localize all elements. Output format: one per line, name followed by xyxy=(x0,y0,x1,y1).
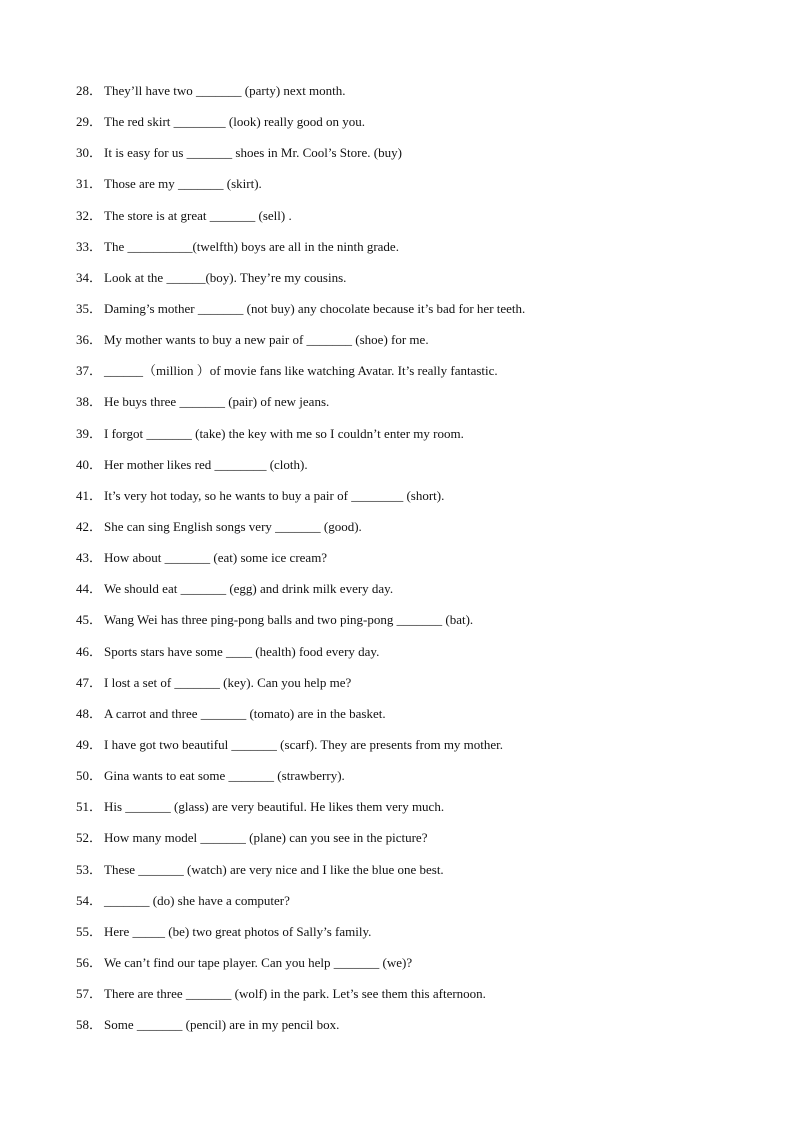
question-text: He buys three _______ (pair) of new jeans. xyxy=(104,394,330,410)
question-text: There are three _______ (wolf) in the park. Let’s see them this afternoon. xyxy=(104,986,486,1002)
question-number: 33． xyxy=(76,238,103,254)
question-item xyxy=(76,360,756,391)
question-item xyxy=(76,859,756,890)
question-number: 39． xyxy=(76,425,103,441)
question-number: 50． xyxy=(76,768,103,784)
question-text: Wang Wei has three ping-pong balls and two ping-pong _______ (bat). xyxy=(104,612,474,628)
question-number: 53． xyxy=(76,861,103,877)
question-text: How many model _______ (plane) can you see in the picture? xyxy=(104,830,428,846)
question-number: 35． xyxy=(76,300,103,316)
question-number: 28． xyxy=(76,83,103,98)
question-item xyxy=(76,609,756,640)
question-text: Her mother likes red ________ (cloth). xyxy=(104,456,308,472)
question-item xyxy=(76,236,756,267)
question-item xyxy=(76,952,756,983)
question-number: 55． xyxy=(76,923,103,939)
question-item xyxy=(76,142,756,173)
question-text: A carrot and three _______ (tomato) are in the basket. xyxy=(104,705,386,721)
question-text: I forgot _______ (take) the key with me so I couldn’t enter my room. xyxy=(104,425,464,441)
question-item xyxy=(76,1014,756,1045)
question-item xyxy=(76,921,756,952)
question-number: 48． xyxy=(76,705,103,721)
question-item xyxy=(76,983,756,1014)
question-number: 54． xyxy=(76,892,103,908)
question-text: The red skirt ________ (look) really good on you. xyxy=(104,114,366,130)
question-number: 45． xyxy=(76,612,103,628)
question-list xyxy=(76,80,756,1045)
question-text: Daming’s mother _______ (not buy) any chocolate because it’s bad for her teeth. xyxy=(104,300,526,316)
question-text: These _______ (watch) are very nice and I like the blue one best. xyxy=(104,861,444,877)
question-number: 44． xyxy=(76,581,103,597)
question-number: 34． xyxy=(76,269,103,285)
question-text: His _______ (glass) are very beautiful. He likes them very much. xyxy=(104,799,445,815)
question-number: 29． xyxy=(76,114,103,130)
question-item xyxy=(76,578,756,609)
question-text: It is easy for us _______ shoes in Mr. Cool’s Store. (buy) xyxy=(104,145,402,161)
question-number: 37． xyxy=(76,363,103,379)
question-text: We should eat _______ (egg) and drink milk every day. xyxy=(104,581,394,597)
question-item xyxy=(76,890,756,921)
question-item xyxy=(76,329,756,360)
question-text: How about _______ (eat) some ice cream? xyxy=(104,550,328,566)
question-number: 51． xyxy=(76,799,103,815)
question-number: 49． xyxy=(76,736,103,752)
question-item xyxy=(76,796,756,827)
question-text: Look at the ______(boy). They’re my cousins. xyxy=(104,269,347,285)
question-item xyxy=(76,827,756,858)
question-item xyxy=(76,298,756,329)
question-text: We can’t find our tape player. Can you help _______ (we)? xyxy=(104,954,413,970)
question-item xyxy=(76,173,756,204)
question-item xyxy=(76,765,756,796)
question-item xyxy=(76,703,756,734)
question-number: 56． xyxy=(76,954,103,970)
question-item xyxy=(76,205,756,236)
question-text: Gina wants to eat some _______ (strawberry). xyxy=(104,768,345,784)
question-number: 58． xyxy=(76,1017,103,1033)
question-number: 36． xyxy=(76,332,103,348)
question-text: The __________(twelfth) boys are all in the ninth grade. xyxy=(104,238,399,254)
question-text: My mother wants to buy a new pair of _______ (shoe) for me. xyxy=(104,332,429,348)
question-number: 31． xyxy=(76,176,103,192)
question-item xyxy=(76,111,756,142)
question-number: 32． xyxy=(76,207,103,223)
question-item xyxy=(76,485,756,516)
question-text: It’s very hot today, so he wants to buy a pair of ________ (short). xyxy=(104,487,445,503)
question-text: ______（million ）of movie fans like watching Avatar. It’s really fantastic. xyxy=(104,363,498,379)
question-number: 46． xyxy=(76,643,103,659)
question-text: They’ll have two _______ (party) next month. xyxy=(104,83,346,98)
question-item xyxy=(76,734,756,765)
question-text: Sports stars have some ____ (health) food every day. xyxy=(104,643,380,659)
question-item xyxy=(76,391,756,422)
question-text: I have got two beautiful _______ (scarf). They are presents from my mother. xyxy=(104,736,504,752)
question-number: 47． xyxy=(76,674,103,690)
question-item xyxy=(76,267,756,298)
question-item xyxy=(76,547,756,578)
question-item xyxy=(76,641,756,672)
question-number: 52． xyxy=(76,830,103,846)
question-number: 57． xyxy=(76,986,103,1002)
question-text: She can sing English songs very _______ (good). xyxy=(104,518,362,534)
question-item xyxy=(76,516,756,547)
question-item xyxy=(76,80,756,111)
question-text: _______ (do) she have a computer? xyxy=(104,892,290,908)
question-text: Those are my _______ (skirt). xyxy=(104,176,262,192)
question-item xyxy=(76,423,756,454)
question-number: 43． xyxy=(76,550,103,566)
question-number: 38． xyxy=(76,394,103,410)
question-text: Here _____ (be) two great photos of Sally’s family. xyxy=(104,923,372,939)
question-number: 42． xyxy=(76,518,103,534)
question-number: 41． xyxy=(76,487,103,503)
question-text: I lost a set of _______ (key). Can you help me? xyxy=(104,674,352,690)
question-number: 40． xyxy=(76,456,103,472)
question-item xyxy=(76,454,756,485)
question-number: 30． xyxy=(76,145,103,161)
question-text: Some _______ (pencil) are in my pencil box. xyxy=(104,1017,340,1033)
question-text: The store is at great _______ (sell) . xyxy=(104,207,292,223)
question-item xyxy=(76,672,756,703)
